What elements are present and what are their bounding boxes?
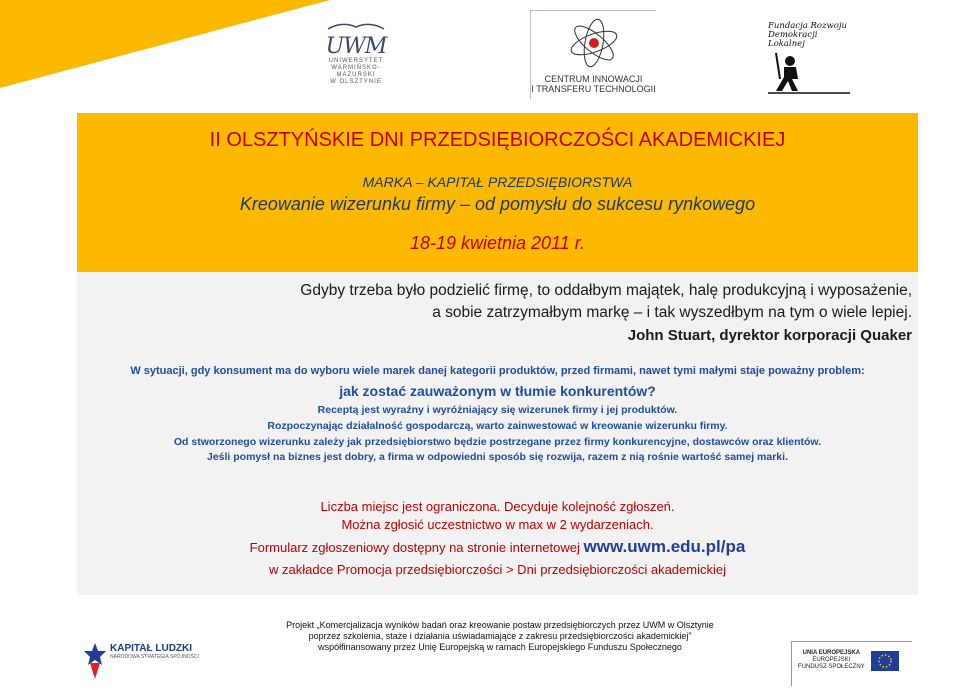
event-subtitle: MARKA – KAPITAŁ PRZEDSIĘBIORSTWA: [362, 174, 633, 190]
info-tab: w zakładce Promocja przedsiębiorczości > Dni przedsiębiorczości akademickiej: [269, 562, 726, 577]
footer-line-1: Projekt „Komercjalizacja wyników badań oraz kreowanie postaw przedsiębiorczych przez UWM w Olsztynie: [286, 620, 714, 630]
body-line-4: Jeśli pomysł na biznes jest dobry, a firma w odpowiedni sposób się rozwija, razem z nią rośnie wartość samej marki.: [207, 451, 788, 463]
uwm-logo: [320, 18, 392, 86]
footer-line-2: poprzez szkolenia, staże i działania uświadamiające z zakresu przedsiębiorczości akademickiej”: [308, 631, 692, 641]
book-icon: [320, 21, 392, 31]
event-theme: Kreowanie wizerunku firmy – od pomysłu do sukcesu rynkowego: [239, 194, 756, 214]
project-footer: [250, 620, 750, 653]
person-icon: [768, 49, 850, 95]
fr-title-1: Fundacja Rozwoju: [768, 21, 848, 31]
eu-logo: [791, 641, 912, 686]
fr-title-2: Demokracji Lokalnej: [768, 30, 818, 49]
info-seats: Liczba miejsc jest ograniczona. Decyduje kolejność zgłoszeń.: [320, 499, 675, 514]
kl-subtitle: NARODOWA STRATEGIA SPÓJNOŚCI: [110, 654, 199, 660]
info-form: [77, 537, 918, 557]
ue-text-2: EUROPEJSKI: [812, 657, 851, 663]
ue-text-3: FUNDUSZ SPOŁECZNY: [798, 664, 865, 670]
ue-text-1: UNIA EUROPEJSKA: [802, 650, 861, 656]
body-line-3: Od stworzonego wizerunku zależy jak przedsiębiorstwo będzie postrzegane przez firmy konkurencyjne, dostawców oraz klientów.: [173, 436, 822, 448]
kl-star-icon: [84, 643, 106, 679]
corner-decoration: [0, 0, 330, 88]
uwm-mark: UWM: [325, 34, 387, 59]
uwm-text-2: WARMIŃSKO-MAZURSKI: [331, 65, 381, 78]
info-register: Można zgłosić uczestnictwo w max w 2 wydarzeniach.: [341, 517, 654, 532]
quote-line-2: a sobie zatrzymałbym markę – i tak wyszedłbym na tym o wiele lepiej.: [432, 304, 912, 321]
event-date: 18-19 kwietnia 2011 r.: [409, 233, 586, 253]
atom-icon: [531, 11, 656, 69]
ci-title-2: I TRANSFERU TECHNOLOGII: [531, 84, 656, 94]
ci-title-1: CENTRUM INNOWACJI: [544, 74, 643, 84]
body-line-2: Rozpoczynając działalność gospodarczą, warto zainwestować w kreowanie wizerunku firmy.: [267, 420, 728, 432]
kapital-ludzki-logo: [84, 643, 204, 681]
quote-line-1: Gdyby trzeba było podzielić firmę, to oddałbym majątek, halę produkcyjną i wyposażenie,: [300, 282, 912, 299]
body-line-1: Receptą jest wyraźny i wyróżniający się wizerunek firmy i jej produktów.: [317, 404, 678, 416]
quote-author: John Stuart, dyrektor korporacji Quaker: [627, 327, 912, 344]
website-link[interactable]: www.uwm.edu.pl/pa: [583, 537, 746, 556]
info-form-text: Formularz zgłoszeniowy dostępny na stronie internetowej: [249, 540, 580, 555]
body-question: jak zostać zauważonym w tłumie konkurentów?: [339, 383, 656, 399]
fundacja-logo: [768, 22, 850, 86]
uwm-text-1: UNIWERSYTET: [328, 58, 384, 64]
body-lead: W sytuacji, gdy konsument ma do wyboru wiele marek danej kategorii produktów, przed firmami, nawet tymi małymi staje poważny problem:: [130, 365, 865, 377]
eu-flag-icon: [871, 651, 899, 671]
footer-line-3: współfinansowany przez Unię Europejską w ramach Europejskiego Funduszu Społecznego: [318, 642, 682, 652]
kl-title: KAPITAŁ LUDZKI: [110, 643, 193, 654]
uwm-text-3: W OLSZTYNIE: [330, 79, 382, 85]
event-title: II OLSZTYŃSKIE DNI PRZEDSIĘBIORCZOŚCI AKADEMICKIEJ: [209, 129, 786, 151]
centrum-innowacji-logo: [530, 10, 656, 99]
